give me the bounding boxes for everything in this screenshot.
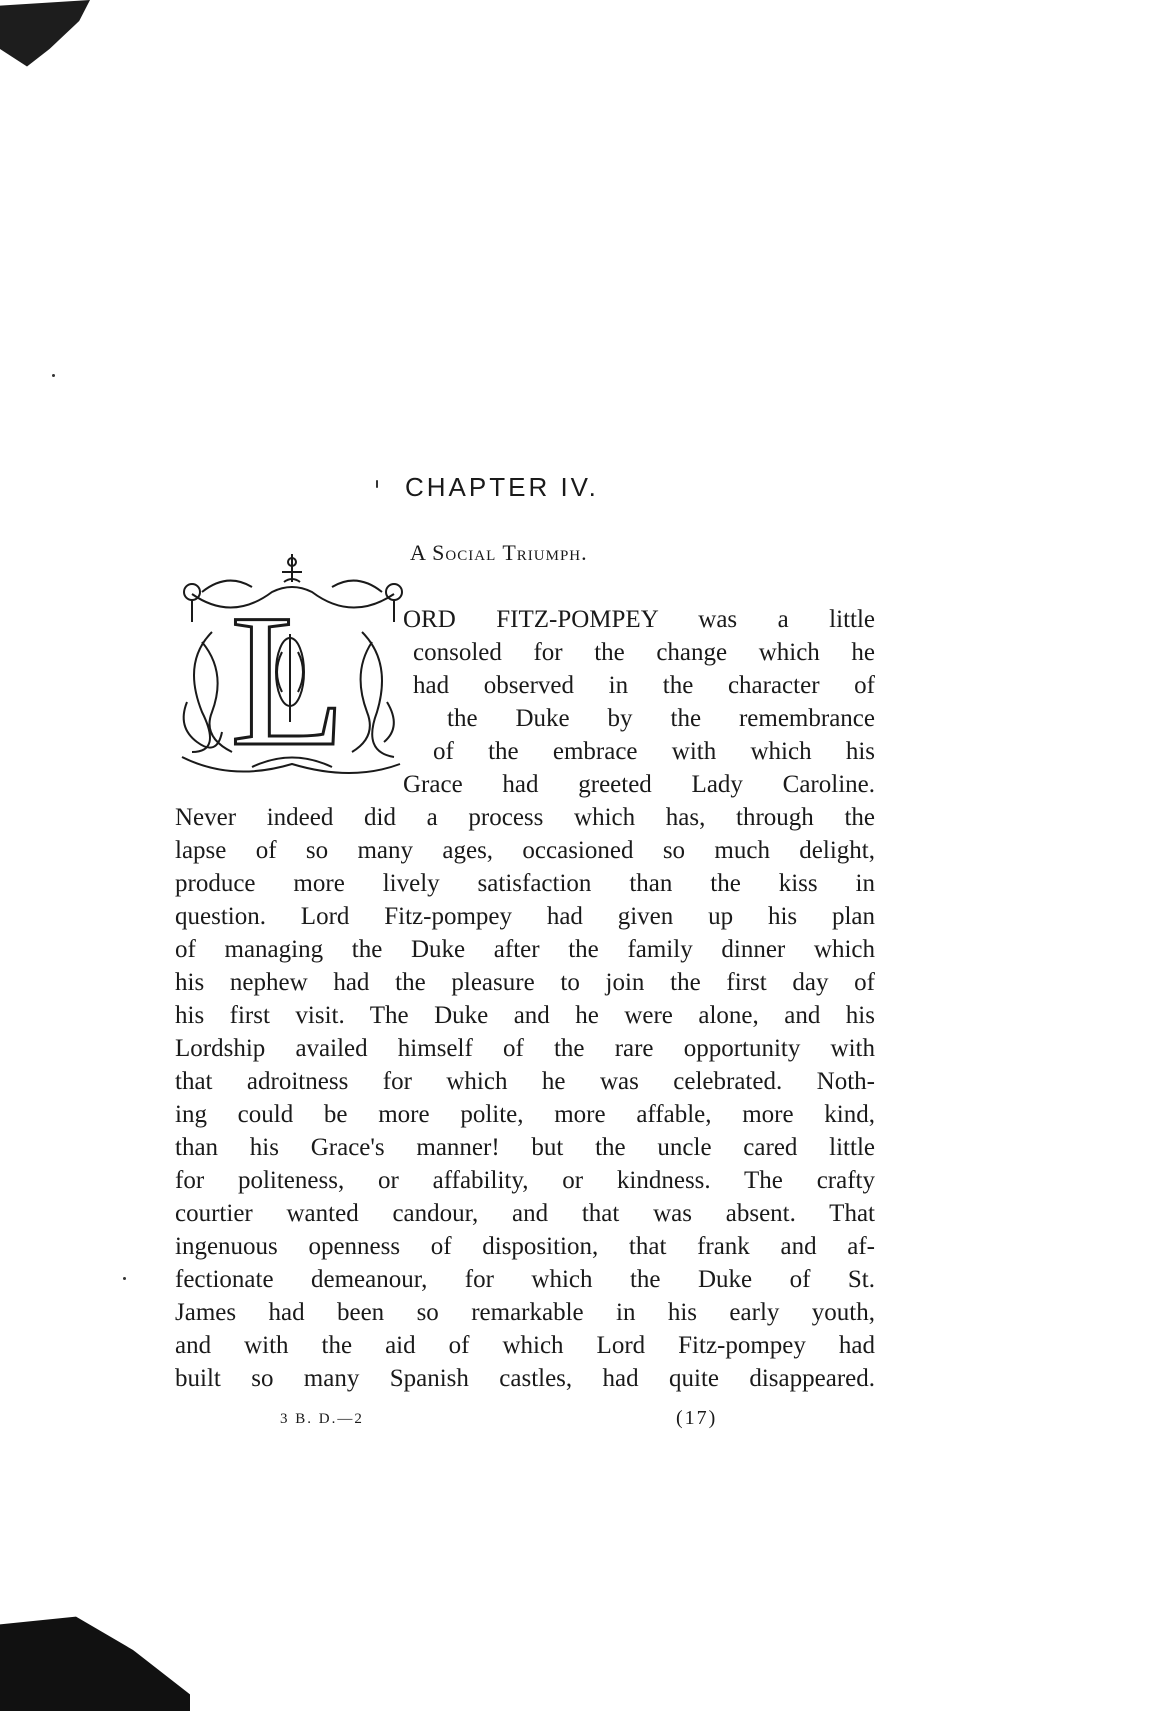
text-line: Grace had greeted Lady Caroline. bbox=[403, 771, 875, 798]
text-line: built so many Spanish castles, had quite disappeared. bbox=[175, 1365, 875, 1392]
text-line: for politeness, or affability, or kindness. The crafty bbox=[175, 1167, 875, 1194]
scan-speck bbox=[376, 480, 378, 488]
text-line: of the embrace with which his bbox=[433, 738, 875, 765]
text-line: had observed in the character of bbox=[413, 672, 875, 699]
scan-speck bbox=[52, 374, 55, 377]
text-line: Lordship availed himself of the rare opportunity with bbox=[175, 1035, 875, 1062]
chapter-subtitle: A Social Triumph. bbox=[410, 540, 588, 565]
text-line: his nephew had the pleasure to join the first day of bbox=[175, 969, 875, 996]
scan-shadow-bottom-left bbox=[0, 1600, 190, 1711]
text-line: lapse of so many ages, occasioned so much delight, bbox=[175, 837, 875, 864]
body-paragraph bbox=[175, 603, 875, 1395]
text-line: James had been so remarkable in his early youth, bbox=[175, 1299, 875, 1326]
text-line: of managing the Duke after the family dinner which bbox=[175, 936, 875, 963]
text-line: ing could be more polite, more affable, more kind, bbox=[175, 1101, 875, 1128]
text-line: Never indeed did a process which has, through the bbox=[175, 804, 875, 831]
text-line: that adroitness for which he was celebrated. Noth- bbox=[175, 1068, 875, 1095]
signature-mark: 3 B. D.—2 bbox=[280, 1411, 364, 1427]
page-number: (17) bbox=[676, 1407, 718, 1429]
text-line: than his Grace's manner! but the uncle cared little bbox=[175, 1134, 875, 1161]
text-line: ingenuous openness of disposition, that frank and af- bbox=[175, 1233, 875, 1260]
text-line: question. Lord Fitz-pompey had given up his plan bbox=[175, 903, 875, 930]
text-line: courtier wanted candour, and that was absent. That bbox=[175, 1200, 875, 1227]
drop-cap-letter: L bbox=[230, 576, 347, 786]
text-line: his first visit. The Duke and he were alone, and his bbox=[175, 1002, 875, 1029]
chapter-heading: CHAPTER IV. bbox=[405, 472, 599, 502]
text-line: fectionate demeanour, for which the Duke of St. bbox=[175, 1266, 875, 1293]
scan-speck bbox=[123, 1277, 126, 1280]
text-line: and with the aid of which Lord Fitz-pompey had bbox=[175, 1332, 875, 1359]
text-line: ORD FITZ-POMPEY was a little bbox=[403, 606, 875, 633]
scan-shadow-top-left bbox=[0, 0, 90, 70]
text-line: produce more lively satisfaction than the kiss in bbox=[175, 870, 875, 897]
text-line: consoled for the change which he bbox=[413, 639, 875, 666]
text-line: the Duke by the remembrance bbox=[447, 705, 875, 732]
